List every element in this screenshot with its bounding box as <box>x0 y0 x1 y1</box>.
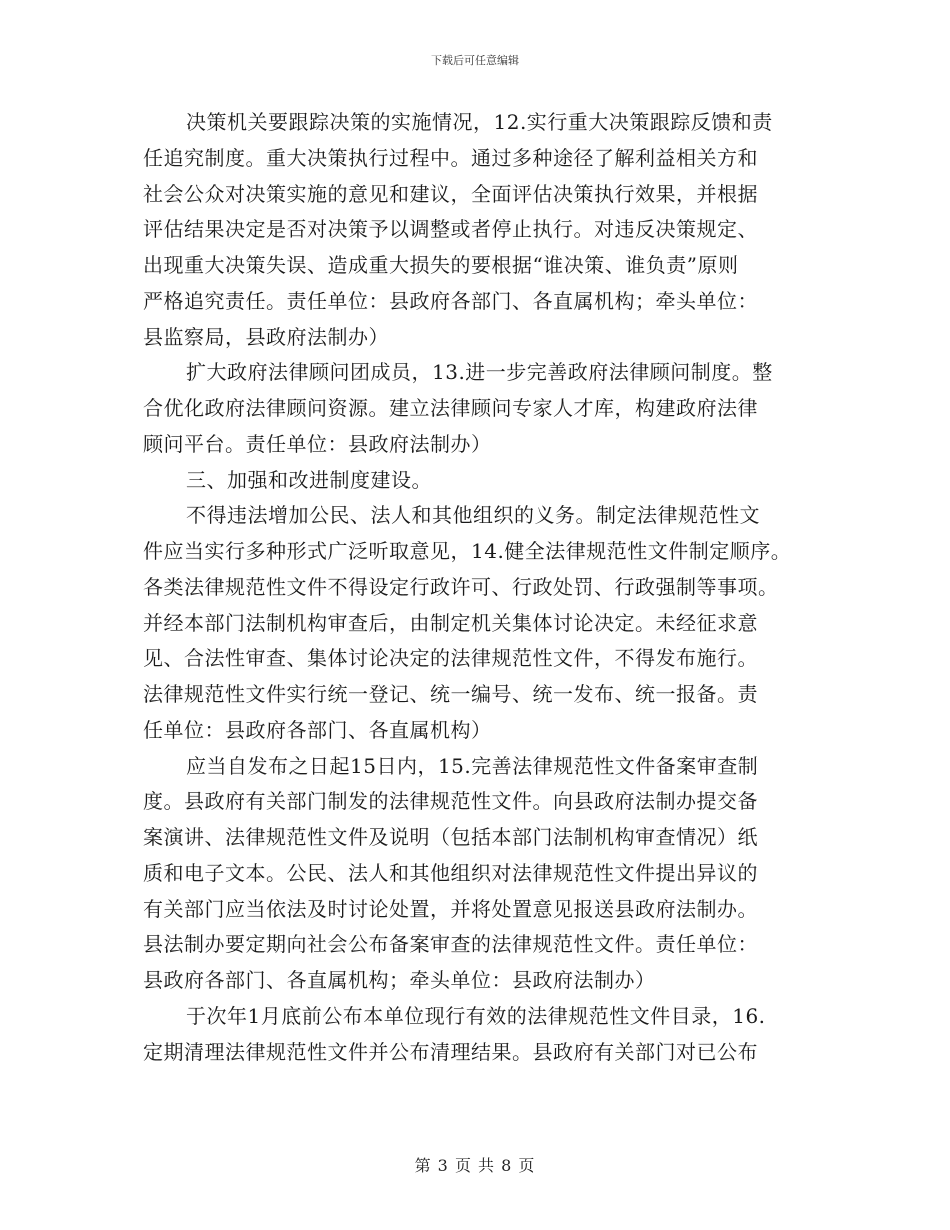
text-line: 有关部门应当依法及时讨论处置，并将处置意见报送县政府法制办。 <box>143 896 758 921</box>
text-line: 度。县政府有关部门制发的法律规范性文件。向县政府法制办提交备 <box>143 789 758 814</box>
text-line: 社会公众对决策实施的意见和建议，全面评估决策执行效果，并根据 <box>143 181 758 206</box>
text-line: 质和电子文本。公民、法人和其他组织对法律规范性文件提出异议的 <box>143 860 758 885</box>
header-note: 下载后可任意编辑 <box>431 54 519 67</box>
text-line: 任单位：县政府各部门、各直属机构） <box>143 717 492 742</box>
text-line: 县法制办要定期向社会公布备案审查的法律规范性文件。责任单位： <box>143 932 758 957</box>
text-line: 评估结果决定是否对决策予以调整或者停止执行。对违反决策规定、 <box>143 217 758 242</box>
text-line: 任追究制度。重大决策执行过程中。通过多种途径了解利益相关方和 <box>143 145 758 170</box>
text-line: 定期清理法律规范性文件并公布清理结果。县政府有关部门对已公布 <box>143 1039 758 1064</box>
text-line: 决策机关要跟踪决策的实施情况，12.实行重大决策跟踪反馈和责 <box>186 110 773 134</box>
text-line: 严格追究责任。责任单位：县政府各部门、各直属机构；牵头单位： <box>143 288 758 313</box>
page-number: 第 3 页 共 8 页 <box>414 1156 536 1175</box>
text-line: 各类法律规范性文件不得设定行政许可、行政处罚、行政强制等事项。 <box>143 574 779 599</box>
text-line: 三、加强和改进制度建设。 <box>186 467 432 492</box>
text-line: 县政府各部门、各直属机构；牵头单位：县政府法制办） <box>143 968 656 992</box>
text-line: 应当自发布之日起15日内，15.完善法律规范性文件备案审查制 <box>186 753 759 778</box>
text-line: 顾问平台。责任单位：县政府法制办） <box>143 431 492 456</box>
text-line: 县监察局，县政府法制办） <box>143 324 389 349</box>
text-line: 出现重大决策失误、造成重大损失的要根据“谁决策、谁负责”原则 <box>143 253 739 277</box>
text-line: 于次年1月底前公布本单位现行有效的法律规范性文件目录，16. <box>186 1003 766 1028</box>
text-line: 扩大政府法律顾问团成员，13.进一步完善政府法律顾问制度。整 <box>186 360 773 385</box>
text-line: 件应当实行多种形式广泛听取意见，14.健全法律规范性文件制定顺序。 <box>143 539 792 563</box>
document-body <box>143 105 807 1070</box>
text-line: 法律规范性文件实行统一登记、统一编号、统一发布、统一报备。责 <box>143 682 758 706</box>
text-line: 案演讲、法律规范性文件及说明（包括本部门法制机构审查情况）纸 <box>143 825 758 849</box>
text-line: 不得违法增加公民、法人和其他组织的义务。制定法律规范性文 <box>186 503 760 528</box>
text-line: 合优化政府法律顾问资源。建立法律顾问专家人才库，构建政府法律 <box>143 396 758 420</box>
text-line: 见、合法性审查、集体讨论决定的法律规范性文件，不得发布施行。 <box>143 646 758 671</box>
text-line: 并经本部门法制机构审查后，由制定机关集体讨论决定。未经征求意 <box>143 610 758 635</box>
